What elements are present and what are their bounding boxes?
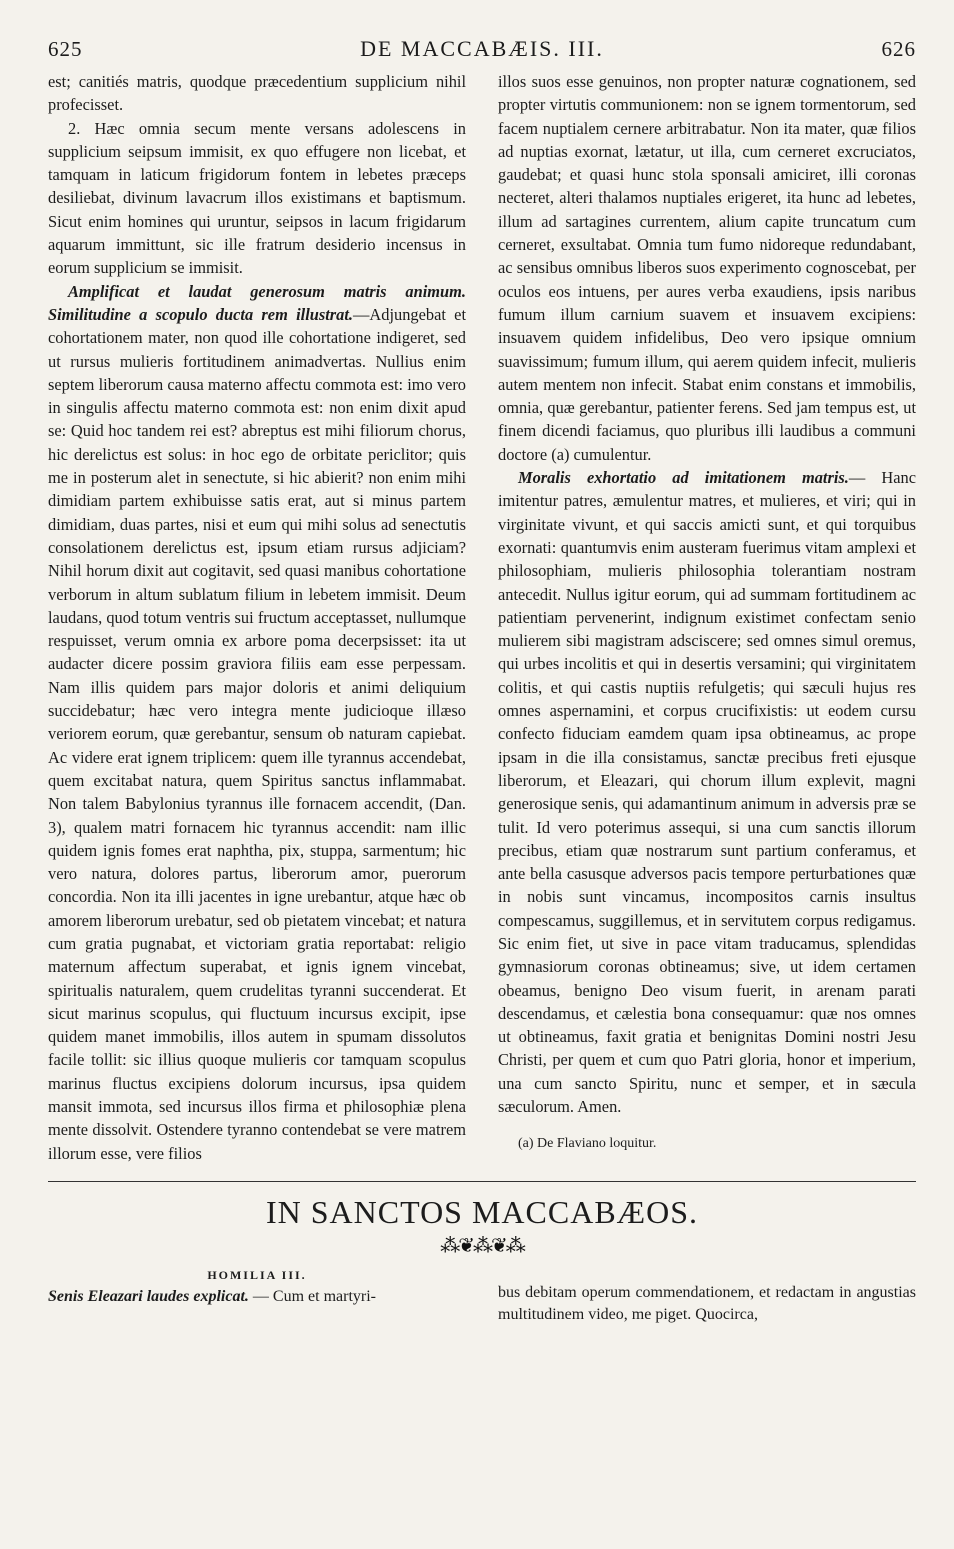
paragraph (498, 466, 916, 1118)
paragraph (48, 280, 466, 1165)
left-column (48, 70, 466, 1165)
paragraph: illos suos esse genuinos, non propter naturæ cognationem, sed propter virtutis communionem: non se ignem tormentorum, sed facem nuptialem cernere arbitrabatur. Non ita mater, quæ filios ad nuptias exornat, lætatur, ut illa, cum cerneret excruciatos, gaudebat; et quasi hunc stola sponsali amiciret, illi coronas necteret, alteri thalamos nuptiales erigeret, ita hunc ad lebetes, illum ad sartagines currentem, alium capite truncatum cum cerneret, exsultabat. Omnia tum fumo nidoreque redundabant, ac sensibus omnibus liberos suos experimento cognoscebat, per oculos eos intuens, per aures verba exaudiens, ipsis naribus fumum illum carnium suavem et insuavem excipiens: insuavem quidem infidelibus, Deo vero ipsique omnium suavissimum; fumum illum, qui aerem quidem infecit, mulieris autem mentem non infecit. Stabat enim constans et immobilis, omnia, quæ gerebantur, patienter ferens. Sed jam tempus est, ut finem dicendi faciamus, quo pluribus illi laudibus a communi doctore (a) cumulentur. (498, 72, 916, 464)
page-number-right: 626 (881, 37, 916, 61)
paragraph (48, 1286, 466, 1308)
paragraph: 2. Hæc omnia secum mente versans adolescens in supplicium seipsum immisit, ex quo effugere non licebat, et tamquam in laticum frigidorum fontem in lebetes præceps desiliebat, divinum lavacrum illos existimans et baptismum. Sicut enim homines qui uruntur, seipsos in lacum frigidarum aquarum immittunt, sic ille fratrum desiderio incensus in eorum supplicium se immisit. (48, 118, 466, 278)
paragraph: est; canitiés matris, quodque præcedentium supplicium nihil profecisset. (48, 72, 466, 115)
main-columns (48, 70, 916, 1165)
paragraph-body: —Adjungebat et cohortationem mater, non quod ille cohortatione indigeret, sed ut rursus mulieris fortitudinem animadvertas. Nullius enim septem liberorum causa materno affectu commota est: imo vero in singulis affectu materno commota est: non enim dixit apud se: Quid hoc tandem rei est? abreptus est mihi filiorum chorus, hic derelictus est solus: in hoc ego de orbitate periclitor; quis me in posterum alet in senectute, si hic abierit? non enim mihi dimidiam partem exhibuisse satis erat, aut si minus partem dimidiam, duas partes, nisi et eum qui mihi solus ad senectutis consolationem derelictus est, ipsum etiam rursus adjiciam? Nihil horum dixit aut cogitavit, sed quasi manibus cohortatione verborum in altum sublatum filium in lebetem immisit. Deum laudans, quod totum ventris sui fructum acceptasset, nullumque respuisset, verum omnia ex arbore poma decerpsisset: ita ut audacter dicere possim graviora filiis eam esse perpessam. Nam illis quidem pars major doloris et animi deliquium succidebatur; hæc vero integra mente judicioque illæso veriorem eorum, quæ gerebantur, sensum ob naturam capiebat. Ac videre erat ignem triplicem: quem ille tyrannus accendebat, quem excitabat natura, quem Spiritus sanctus inflammabat. Non talem Babylonius tyrannus ille fornacem accendit, (Dan. 3), qualem matri fornacem hic tyrannus accendit: nam illic quidem ignis fomes erat naphtha, pix, stuppa, sarmentum; hic vero natura, dolores partus, liberorum amor, puerorum concordia. Non ita illi jacentes in igne urebantur, atque hæc ob amorem liberorum urebatur, sed ob pietatem vincebat; et natura cum gratia pugnabat, et victoriam gratia reportabat: religio maternum affectum superabat, et ignis ignem vincebat, spiritualis naturalem, quem crudelitas tyranni succenderat. Et sicut marinus scopulus, qui fluctuum incursus excipit, ipse quidem manet immobilis, illos autem in spumam dissolutos facile tollit: sic illius quoque mulieris cor tamquam scopulus marinus fluctus excipiens dolorum incursus, ipsa quidem mansit immota, sed incursus illos firma et philosophiæ plena mente dissolvit. Ostendere tyranno contendebat se vere matrem illorum esse, vere filios (48, 304, 466, 1163)
page-number-left: 625 (48, 37, 83, 61)
paragraph-heading: Amplificat et laudat generosum matris animum. Similitudine a scopulo ducta rem illustrat. (48, 281, 466, 324)
bottom-right-column (498, 1264, 916, 1326)
bottom-left-column (48, 1264, 466, 1326)
paragraph-heading: Moralis exhortatio ad imitationem matris. (518, 468, 849, 488)
bottom-columns (48, 1264, 916, 1326)
ornament-icon: ⁂❦⁂❦⁂ (440, 1234, 524, 1257)
paragraph-body: — Hanc imitentur patres, æmulentur matres, et mulieres, et viri; qui in virginitate vivunt, et qui saccis amicti sunt, et qui torquibus exornati: quantumvis enim austeram fuerimus vitam amplexi et philosophiam, mulieris philosophia tolerantiam nostram antecedit. Nullus igitur eorum, qui ad summam fortitudinem ac patientiam pervenerint, indignum existimet confectam senio mulierem sibi magistram adsciscere; sed omnes simul oremus, qui urbes incolitis et qui in desertis versamini; qui virginitatem colitis, et qui castis nuptiis refulgetis; qui sæculi hujus res omnes aspernamini, et corpus crucifixistis: ut eodem cursu confecto fiduciam eamdem quam ipsa obtineamus, ac prope ipsam in die illa consistamus, sanctæ precibus freti ejusque liberorum, et Eleazari, qui chorum illum explevit, magni generosique senis, qui adamantinum animum in adversis præ se tulit. Id vero poterimus assequi, si una cum sanctis illorum precibus, etiam quæ nostrarum sunt partium conferamus, et ante bella casusque adversos pacis tempore perturbationes quæ in nobis sunt vincamus, incompositos carnis insultus compescamus, suggillemus, et in servitutem corpus redigamus. Sic enim fiet, ut sive in pace vitam traducamus, splendidas gymnasiorum coronas obtineamus; sive, ut idem certamen obeamus, benigno Deo visum fuerit, in arenam parati descendamus, et cælestia bona consequamur: quæ nos omnes ut obtineamus, faxit gratia et benignitas Domini nostri Jesu Christi, per quem et cum quo Patri gloria, honor et imperium, una cum sancto Spiritu, nunc et semper, et in sæcula sæculorum. Amen. (498, 468, 917, 1117)
footnote: (a) De Flaviano loquitur. (518, 1136, 657, 1152)
paragraph-heading: Senis Eleazari laudes explicat. (48, 1287, 249, 1305)
paragraph-body: — Cum et martyri- (248, 1287, 376, 1305)
running-head (48, 36, 916, 64)
homily-label: HOMILIA III. (207, 1267, 307, 1282)
running-title: DE MACCABÆIS. III. (360, 36, 604, 61)
section-divider (48, 1181, 916, 1182)
right-column (498, 70, 916, 1165)
section-title: IN SANCTOS MACCABÆOS. (265, 1193, 699, 1230)
paragraph: bus debitam operum commendationem, et redactam in angustias multitudinem video, me piget. Quocirca, (498, 1283, 916, 1323)
